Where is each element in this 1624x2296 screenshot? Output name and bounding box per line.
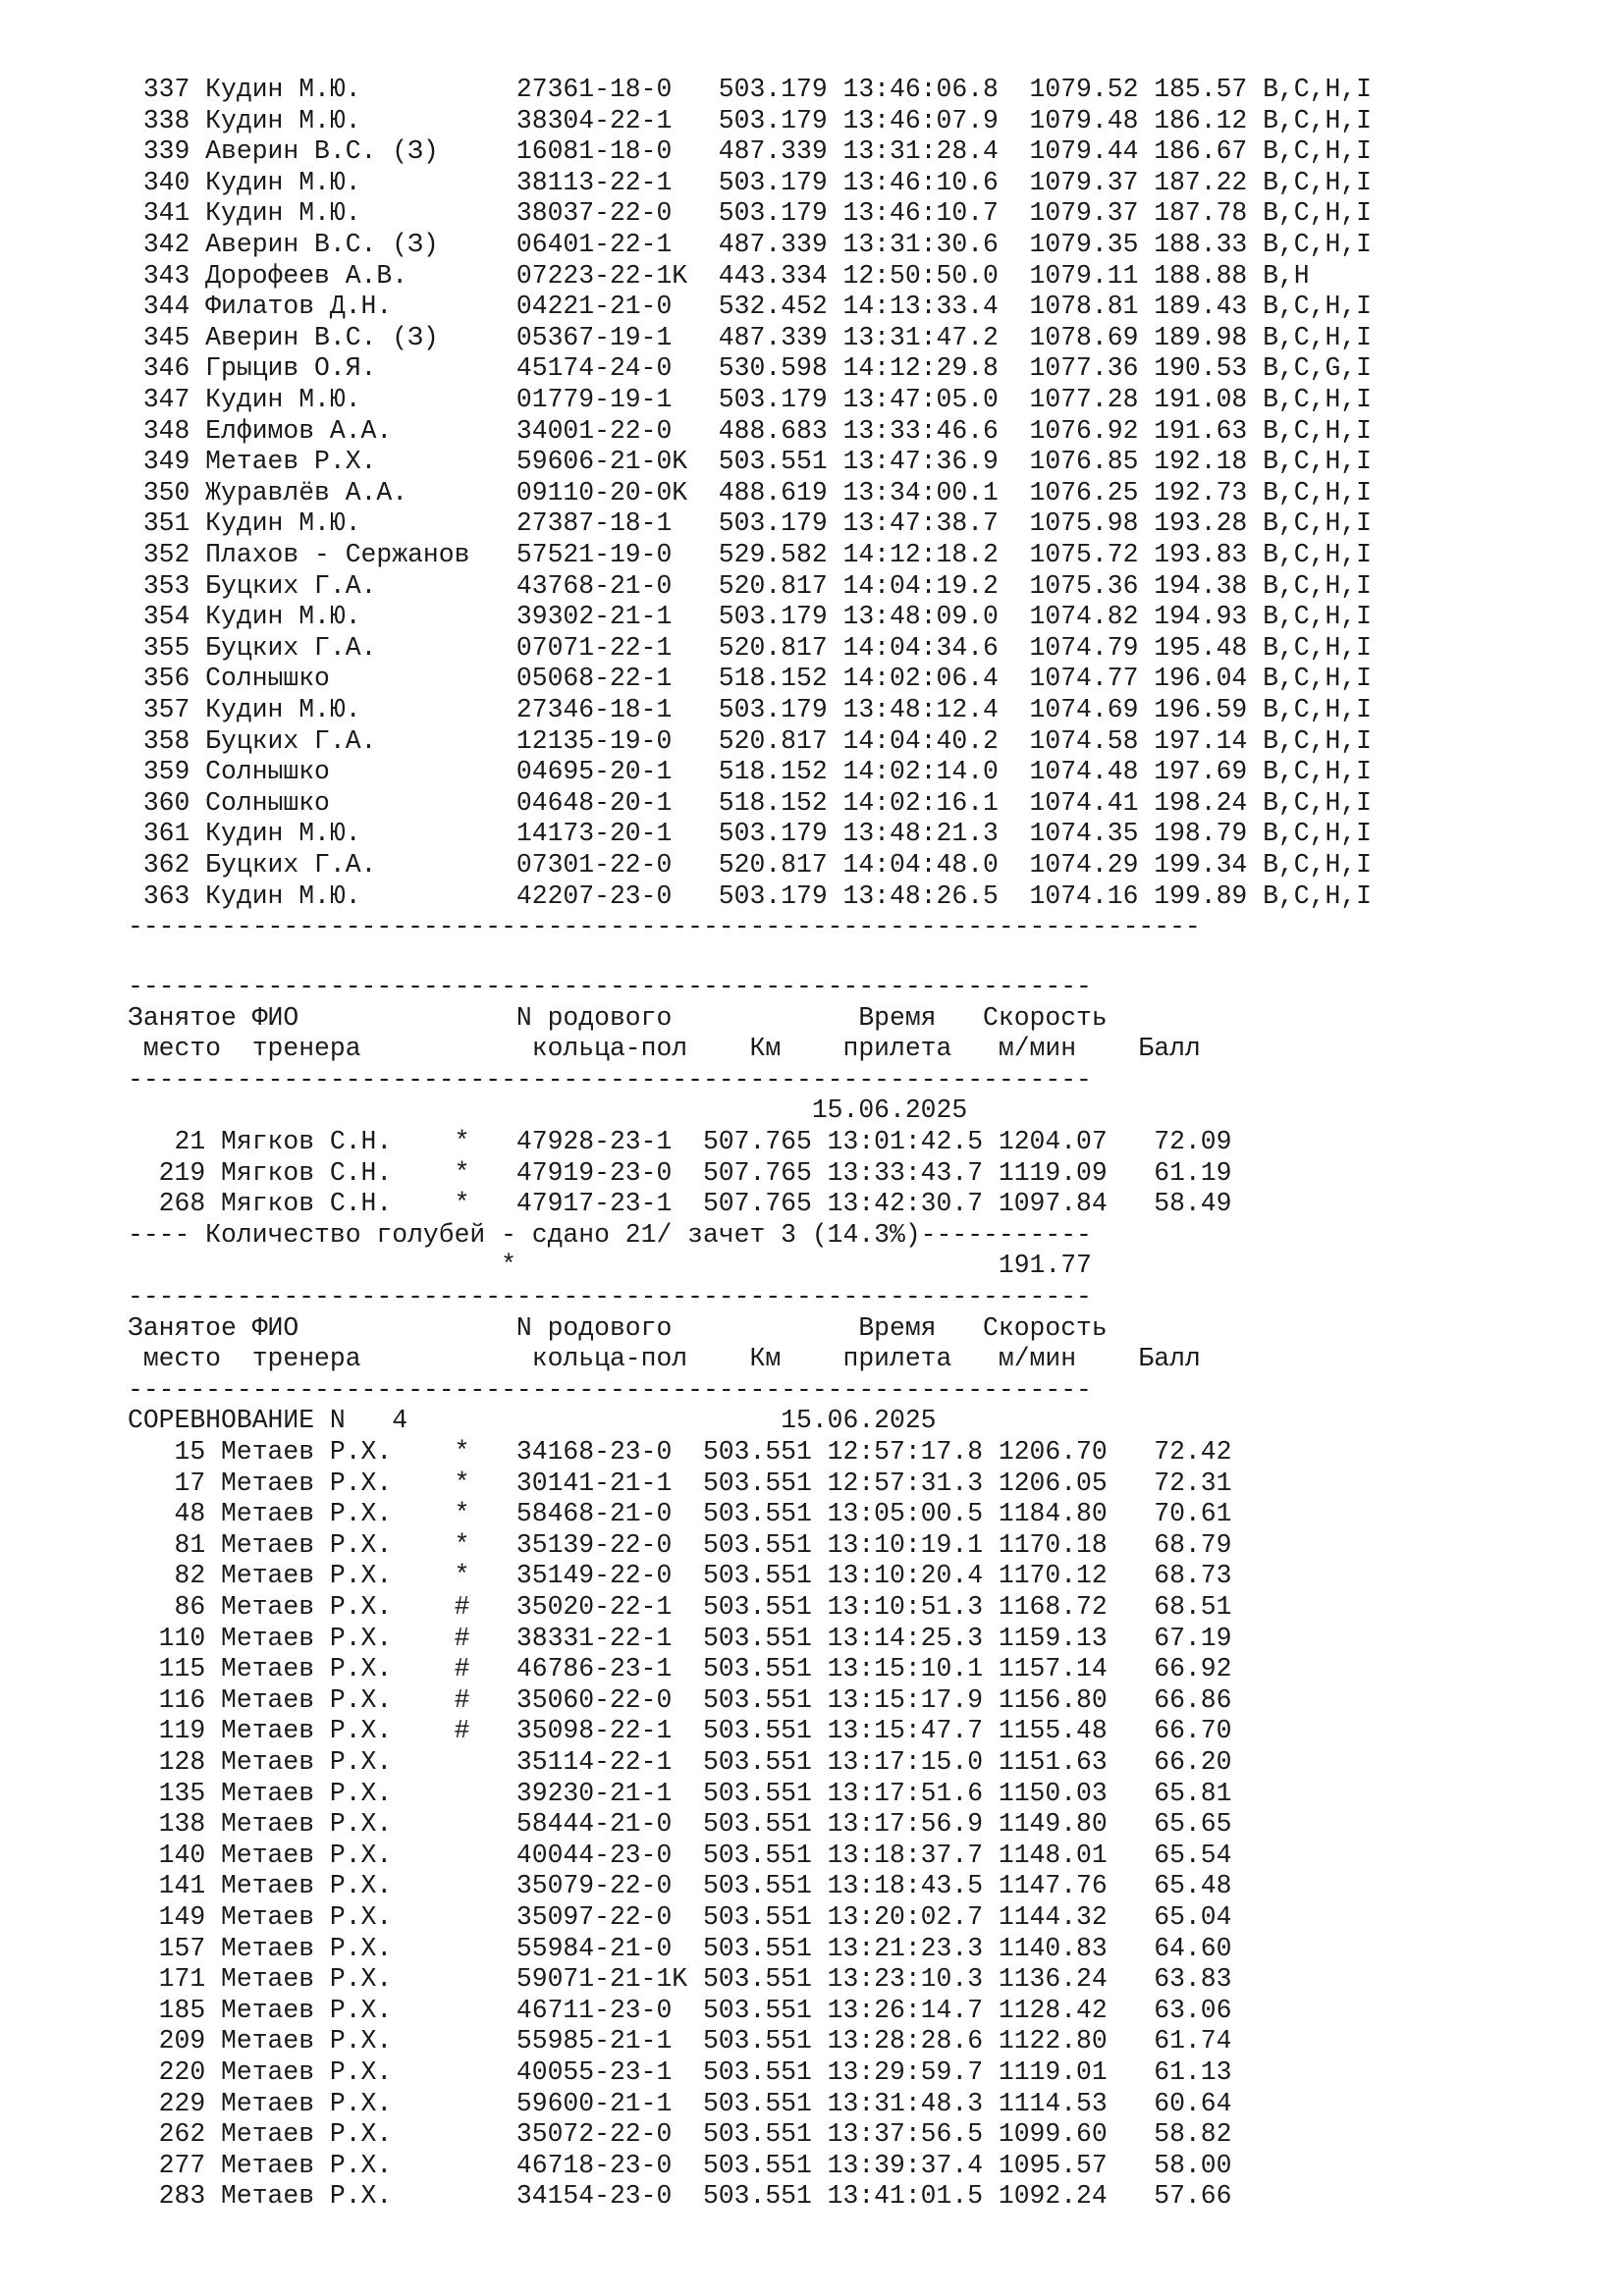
result-row: 337 Кудин М.Ю. 27361-18-0 503.179 13:46:06.8 1079.52 185.57 B,C,H,I [128, 75, 1372, 104]
result-row: 349 Метаев Р.Х. 59606-21-0K 503.551 13:47:36.9 1076.85 192.18 B,C,H,I [128, 447, 1372, 477]
result-row: 354 Кудин М.Ю. 39302-21-1 503.179 13:48:09.0 1074.82 194.93 B,C,H,I [128, 602, 1372, 632]
result-row: 219 Мягков С.Н. * 47919-23-0 507.765 13:33:43.7 1119.09 61.19 [128, 1157, 1232, 1188]
result-row: 344 Филатов Д.Н. 04221-21-0 532.452 14:13:33.4 1078.81 189.43 B,C,H,I [128, 292, 1372, 322]
table-header-row-1: Занятое ФИО N родового Время Скорость [128, 1002, 1108, 1033]
divider: -------------------------------------------------------------- [128, 1282, 1092, 1311]
result-row: 185 Метаев Р.Х. 46711-23-0 503.551 13:26:14.7 1128.42 63.06 [128, 1995, 1232, 2025]
result-row: 157 Метаев Р.Х. 55984-21-0 503.551 13:21:23.3 1140.83 64.60 [128, 1933, 1232, 1963]
result-row: 347 Кудин М.Ю. 01779-19-1 503.179 13:47:05.0 1077.28 191.08 B,C,H,I [128, 385, 1372, 414]
result-row: 119 Метаев Р.Х. # 35098-22-1 503.551 13:15:47.7 1155.48 66.70 [128, 1716, 1232, 1746]
result-row: 277 Метаев Р.Х. 46718-23-0 503.551 13:39:37.4 1095.57 58.00 [128, 2150, 1232, 2180]
result-row: 363 Кудин М.Ю. 42207-23-0 503.179 13:48:26.5 1074.16 199.89 B,C,H,I [128, 881, 1372, 911]
result-row: 283 Метаев Р.Х. 34154-23-0 503.551 13:41:01.5 1092.24 57.66 [128, 2181, 1232, 2212]
section-total: * 191.77 [128, 1251, 1092, 1281]
result-row: 362 Буцких Г.А. 07301-22-0 520.817 14:04:48.0 1074.29 199.34 B,C,H,I [128, 850, 1372, 880]
result-row: 346 Грыцив О.Я. 45174-24-0 530.598 14:12:29.8 1077.36 190.53 B,C,G,I [128, 353, 1372, 384]
result-row: 348 Елфимов А.А. 34001-22-0 488.683 13:33:46.6 1076.92 191.63 B,C,H,I [128, 415, 1372, 446]
table-header-row-2: место тренера кольца-пол Км прилета м/мин Балл [128, 1344, 1201, 1374]
result-row: 81 Метаев Р.Х. * 35139-22-0 503.551 13:10:19.1 1170.18 68.79 [128, 1529, 1232, 1560]
result-row: 21 Мягков С.Н. * 47928-23-1 507.765 13:01:42.5 1204.07 72.09 [128, 1127, 1232, 1156]
result-row: 138 Метаев Р.Х. 58444-21-0 503.551 13:17:56.9 1149.80 65.65 [128, 1809, 1232, 1840]
result-row: 342 Аверин В.С. (З) 06401-22-1 487.339 13:31:30.6 1079.35 188.33 B,C,H,I [128, 230, 1372, 259]
result-row: 140 Метаев Р.Х. 40044-23-0 503.551 13:18:37.7 1148.01 65.54 [128, 1840, 1232, 1870]
result-row: 17 Метаев Р.Х. * 30141-21-1 503.551 12:57:31.3 1206.05 72.31 [128, 1468, 1232, 1498]
divider: -------------------------------------------------------------- [128, 972, 1092, 1001]
section-date-line: 15.06.2025 [128, 1095, 968, 1126]
result-row: 48 Метаев Р.Х. * 58468-21-0 503.551 13:05:00.5 1184.80 70.61 [128, 1499, 1232, 1529]
result-row: 262 Метаев Р.Х. 35072-22-0 503.551 13:37:56.5 1099.60 58.82 [128, 2119, 1232, 2150]
result-row: 351 Кудин М.Ю. 27387-18-1 503.179 13:47:38.7 1075.98 193.28 B,C,H,I [128, 508, 1372, 539]
section-summary: ---- Количество голубей - сдано 21/ зачет 3 (14.3%)----------- [128, 1219, 1092, 1250]
result-row: 353 Буцких Г.А. 43768-21-0 520.817 14:04:19.2 1075.36 194.38 B,C,H,I [128, 570, 1372, 601]
result-row: 350 Журавлёв А.А. 09110-20-0K 488.619 13:34:00.1 1076.25 192.73 B,C,H,I [128, 477, 1372, 507]
result-row: 355 Буцких Г.А. 07071-22-1 520.817 14:04:34.6 1074.79 195.48 B,C,H,I [128, 632, 1372, 663]
result-row: 86 Метаев Р.Х. # 35020-22-1 503.551 13:10:51.3 1168.72 68.51 [128, 1592, 1232, 1622]
result-row: 358 Буцких Г.А. 12135-19-0 520.817 14:04:40.2 1074.58 197.14 B,C,H,I [128, 725, 1372, 756]
result-row: 341 Кудин М.Ю. 38037-22-0 503.179 13:46:10.7 1079.37 187.78 B,C,H,I [128, 198, 1372, 229]
result-row: 220 Метаев Р.Х. 40055-23-1 503.551 13:29:59.7 1119.01 61.13 [128, 2057, 1232, 2087]
result-row: 340 Кудин М.Ю. 38113-22-1 503.179 13:46:10.6 1079.37 187.22 B,C,H,I [128, 167, 1372, 197]
result-row: 135 Метаев Р.Х. 39230-21-1 503.551 13:17:51.6 1150.03 65.81 [128, 1778, 1232, 1808]
result-row: 229 Метаев Р.Х. 59600-21-1 503.551 13:31:48.3 1114.53 60.64 [128, 2088, 1232, 2118]
result-row: 110 Метаев Р.Х. # 38331-22-1 503.551 13:14:25.3 1159.13 67.19 [128, 1623, 1232, 1653]
divider: -------------------------------------------------------------- [128, 1064, 1092, 1095]
result-row: 149 Метаев Р.Х. 35097-22-0 503.551 13:20:02.7 1144.32 65.04 [128, 1902, 1232, 1932]
result-row: 268 Мягков С.Н. * 47917-23-1 507.765 13:42:30.7 1097.84 58.49 [128, 1189, 1232, 1219]
result-row: 345 Аверин В.С. (З) 05367-19-1 487.339 13:31:47.2 1078.69 189.98 B,C,H,I [128, 322, 1372, 352]
result-row: 128 Метаев Р.Х. 35114-22-1 503.551 13:17:15.0 1151.63 66.20 [128, 1747, 1232, 1777]
result-row: 82 Метаев Р.Х. * 35149-22-0 503.551 13:10:20.4 1170.12 68.73 [128, 1561, 1232, 1591]
result-row: 171 Метаев Р.Х. 59071-21-1K 503.551 13:23:10.3 1136.24 63.83 [128, 1964, 1232, 1995]
result-row: 361 Кудин М.Ю. 14173-20-1 503.179 13:48:21.3 1074.35 198.79 B,C,H,I [128, 819, 1372, 849]
result-row: 356 Солнышко 05068-22-1 518.152 14:02:06.4 1074.77 196.04 B,C,H,I [128, 664, 1372, 694]
result-row: 360 Солнышко 04648-20-1 518.152 14:02:16.1 1074.41 198.24 B,C,H,I [128, 787, 1372, 818]
result-row: 352 Плахов - Сержанов 57521-19-0 529.582 14:12:18.2 1075.72 193.83 B,C,H,I [128, 540, 1372, 569]
table-header-row-1: Занятое ФИО N родового Время Скорость [128, 1312, 1108, 1343]
divider: --------------------------------------------------------------------- [128, 912, 1201, 942]
result-row: 343 Дорофеев А.В. 07223-22-1K 443.334 12:50:50.0 1079.11 188.88 B,H [128, 260, 1310, 291]
result-row: 141 Метаев Р.Х. 35079-22-0 503.551 13:18:43.5 1147.76 65.48 [128, 1871, 1232, 1901]
table-header-row-2: место тренера кольца-пол Км прилета м/мин Балл [128, 1034, 1201, 1064]
result-row: 357 Кудин М.Ю. 27346-18-1 503.179 13:48:12.4 1074.69 196.59 B,C,H,I [128, 695, 1372, 724]
divider: -------------------------------------------------------------- [128, 1374, 1092, 1405]
result-row: 338 Кудин М.Ю. 38304-22-1 503.179 13:46:07.9 1079.48 186.12 B,C,H,I [128, 105, 1372, 135]
result-row: 209 Метаев Р.Х. 55985-21-1 503.551 13:28:28.6 1122.80 61.74 [128, 2026, 1232, 2056]
result-row: 339 Аверин В.С. (З) 16081-18-0 487.339 13:31:28.4 1079.44 186.67 B,C,H,I [128, 136, 1372, 167]
result-row: 116 Метаев Р.Х. # 35060-22-0 503.551 13:15:17.9 1156.80 66.86 [128, 1684, 1232, 1715]
result-row: 359 Солнышко 04695-20-1 518.152 14:02:14.0 1074.48 197.69 B,C,H,I [128, 757, 1372, 787]
result-row: 115 Метаев Р.Х. # 46786-23-1 503.551 13:15:10.1 1157.14 66.92 [128, 1654, 1232, 1684]
section-date-line: СОРЕВНОВАНИЕ N 4 15.06.2025 [128, 1406, 937, 1436]
result-row: 15 Метаев Р.Х. * 34168-23-0 503.551 12:57:17.8 1206.70 72.42 [128, 1437, 1232, 1467]
